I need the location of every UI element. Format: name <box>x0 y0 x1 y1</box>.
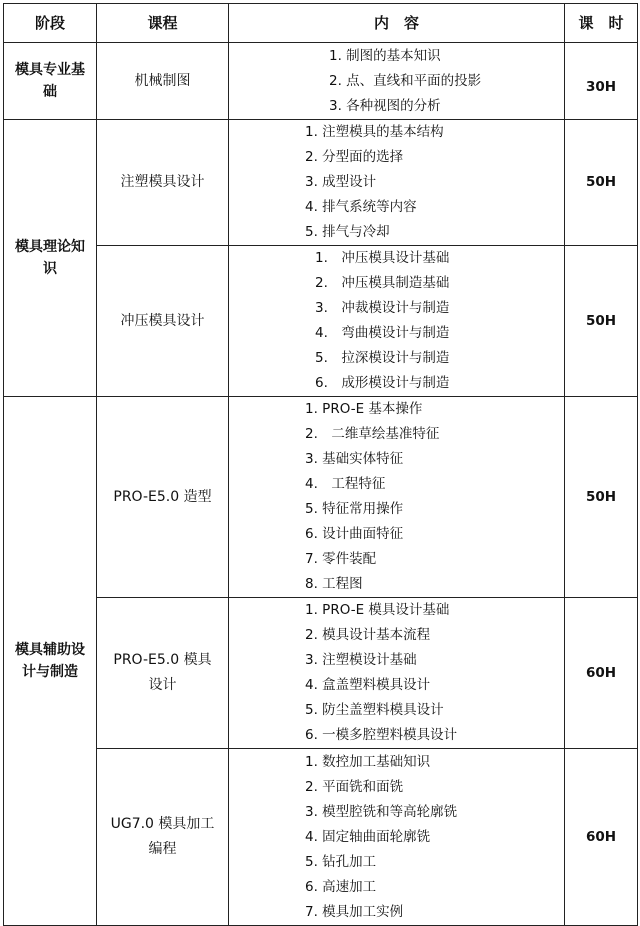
list-item: 7. 零件装配 <box>305 551 377 567</box>
list-item: 1. 制图的基本知识 <box>329 47 441 64</box>
list-item: 1. PRO-E 基本操作 <box>305 401 423 417</box>
hours-cell <box>565 598 638 749</box>
course-cell <box>97 120 229 246</box>
hours-value: 50H <box>585 312 617 329</box>
course-name: 注塑模具设计 <box>120 174 205 190</box>
hours-value: 60H <box>585 664 617 681</box>
list-item: 1. 数控加工基础知识 <box>305 753 431 770</box>
stage-cell <box>4 397 97 926</box>
stage-cell <box>4 43 97 120</box>
hours-value: 60H <box>585 828 617 845</box>
list-item: 6. 成形模设计与制造 <box>315 375 450 391</box>
course-name: PRO-E5.0 造型 <box>113 488 212 505</box>
list-item: 1. 注塑模具的基本结构 <box>305 124 444 140</box>
stage-label: 模具理论知识 <box>15 239 85 277</box>
course-cell <box>97 749 229 926</box>
table-row <box>4 397 638 598</box>
content-cell <box>229 246 565 397</box>
list-item: 2. 模具设计基本流程 <box>305 627 431 643</box>
list-item: 4. 弯曲模设计与制造 <box>315 325 450 341</box>
course-cell <box>97 246 229 397</box>
stage-cell <box>4 120 97 397</box>
table-row <box>4 598 638 749</box>
list-item: 7. 模具加工实例 <box>305 903 404 920</box>
list-item: 6. 一模多腔塑料模具设计 <box>305 727 458 743</box>
header-stage: 阶段 <box>4 4 97 43</box>
list-item: 5. 排气与冷却 <box>305 224 390 240</box>
table-row <box>4 749 638 926</box>
hours-cell <box>565 749 638 926</box>
list-item: 1. PRO-E 模具设计基础 <box>305 602 450 618</box>
course-name: PRO-E5.0 模具设计 <box>113 652 212 693</box>
list-item: 4. 固定轴曲面轮廓铣 <box>305 828 431 845</box>
list-item: 5. 拉深模设计与制造 <box>315 350 450 366</box>
list-item: 5. 防尘盖塑料模具设计 <box>305 702 444 718</box>
table-row <box>4 43 638 120</box>
list-item: 2. 分型面的选择 <box>305 149 404 165</box>
course-name: 机械制图 <box>134 72 191 89</box>
course-cell <box>97 598 229 749</box>
list-item: 6. 设计曲面特征 <box>305 526 404 542</box>
content-cell <box>229 43 565 120</box>
list-item: 4. 盒盖塑料模具设计 <box>305 677 431 693</box>
list-item: 2. 点、直线和平面的投影 <box>329 72 482 89</box>
list-item: 4. 工程特征 <box>305 476 386 492</box>
list-item: 4. 排气系统等内容 <box>305 199 417 215</box>
list-item: 3. 成型设计 <box>305 174 377 190</box>
list-item: 3. 冲裁模设计与制造 <box>315 300 450 316</box>
content-cell <box>229 749 565 926</box>
hours-cell <box>565 43 638 120</box>
hours-value: 50H <box>585 174 617 190</box>
list-item: 5. 钻孔加工 <box>305 853 377 870</box>
course-cell <box>97 397 229 598</box>
hours-cell <box>565 246 638 397</box>
course-name: UG7.0 模具加工编程 <box>110 816 215 857</box>
table-row <box>4 246 638 397</box>
content-cell <box>229 120 565 246</box>
header-hours: 课 时 <box>565 4 638 43</box>
header-row <box>4 4 638 43</box>
list-item: 3. 模型腔铣和等高轮廓铣 <box>305 803 458 820</box>
list-item: 3. 注塑模设计基础 <box>305 652 417 668</box>
header-content: 内 容 <box>229 4 565 43</box>
list-item: 2. 平面铣和面铣 <box>305 778 404 795</box>
list-item: 3. 各种视图的分析 <box>329 97 441 114</box>
list-item: 2. 二维草绘基准特征 <box>305 426 440 442</box>
hours-value: 50H <box>585 488 617 505</box>
list-item: 1. 冲压模具设计基础 <box>315 250 450 266</box>
content-cell <box>229 397 565 598</box>
table-row <box>4 120 638 246</box>
list-item: 2. 冲压模具制造基础 <box>315 275 450 291</box>
content-cell <box>229 598 565 749</box>
header-course: 课程 <box>97 4 229 43</box>
list-item: 5. 特征常用操作 <box>305 501 404 517</box>
hours-cell <box>565 120 638 246</box>
stage-label: 模具专业基础 <box>15 62 85 100</box>
list-item: 8. 工程图 <box>305 576 363 592</box>
stage-label: 模具辅助设计与制造 <box>15 642 85 680</box>
curriculum-table <box>3 3 638 926</box>
course-name: 冲压模具设计 <box>120 312 205 329</box>
list-item: 3. 基础实体特征 <box>305 451 404 467</box>
hours-cell <box>565 397 638 598</box>
hours-value: 30H <box>585 78 617 95</box>
list-item: 6. 高速加工 <box>305 878 377 895</box>
course-cell <box>97 43 229 120</box>
